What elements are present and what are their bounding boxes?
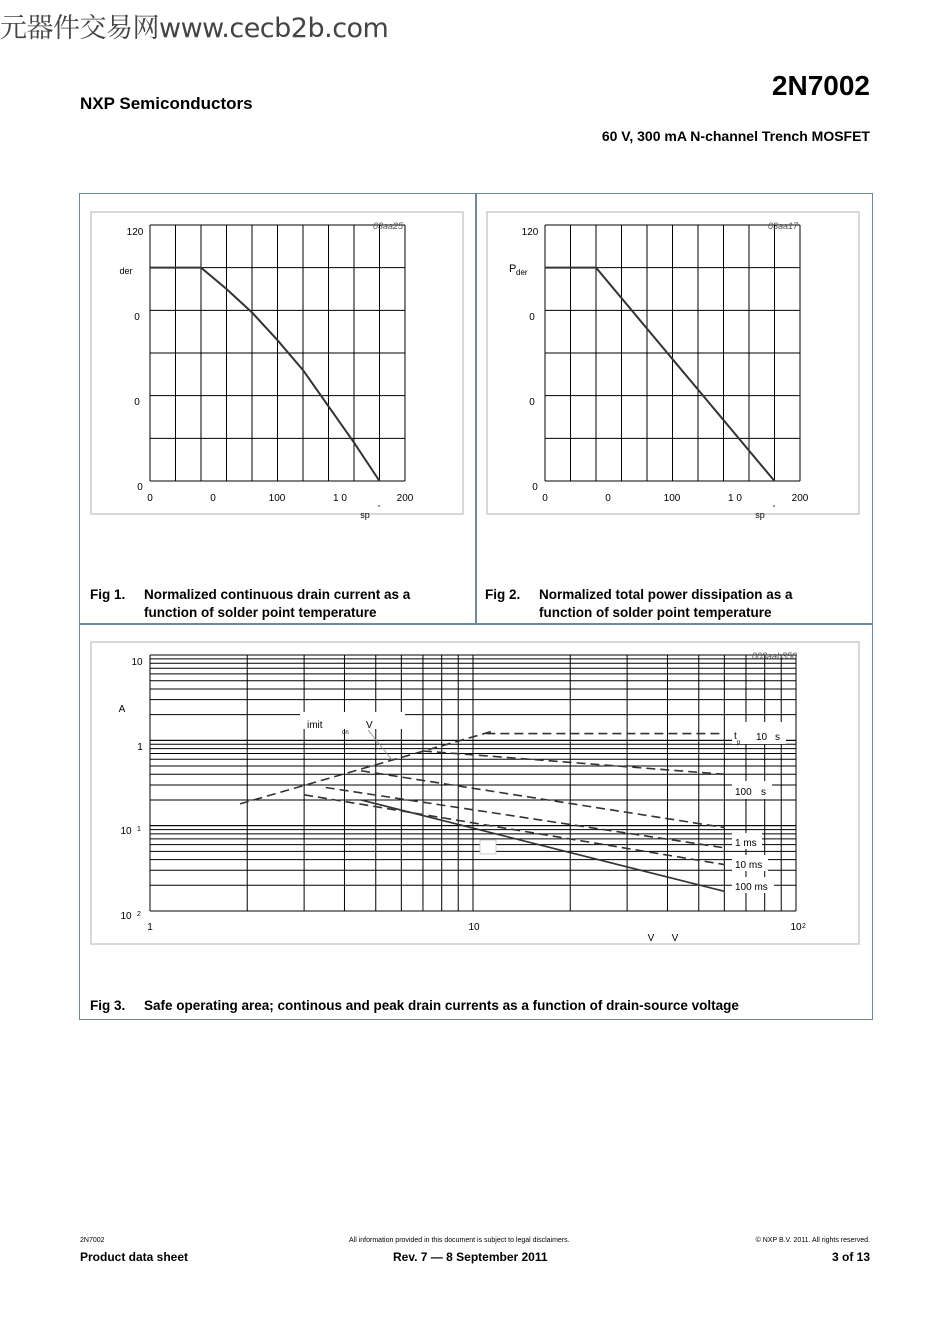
figure-2-number: Fig 2. — [485, 587, 521, 602]
chart-2-xtick: 1 0 — [728, 493, 742, 504]
chart-1-xlabel-suffix: ° — [377, 505, 381, 512]
tp-label-p: p — [737, 740, 741, 746]
chart-1-xtick: 100 — [268, 493, 286, 504]
figure-3-caption-line1: Safe operating area; continous and peak drain currents as a function of drain-source voltage — [144, 998, 739, 1013]
chart-2-ytick: 120 — [521, 227, 539, 238]
chart-2-ylabel: P — [509, 263, 517, 275]
chart-1-ytick: 0 — [134, 397, 140, 408]
chart-1-ytick: 0 — [134, 312, 140, 323]
chart-3-xtick-exp: 2 — [802, 923, 806, 930]
chart-2-ylabel-sub: der — [516, 268, 528, 277]
label-100us: 100 — [735, 787, 752, 798]
watermark: 元器件交易网www.cecb2b.com — [0, 13, 389, 44]
chart-2-xtick: 100 — [663, 493, 681, 504]
chart-1-xtick: 1 0 — [333, 493, 347, 504]
chart-3-ytick: 10 — [120, 826, 132, 837]
chart-3-code: 003aab350 — [752, 651, 798, 661]
chart-3-marker-box — [480, 840, 496, 854]
chart-2-code: 03aa17 — [768, 221, 799, 231]
chart-3-ytick: 10 — [131, 657, 143, 668]
chart-2-xlabel-suffix: ° — [772, 505, 776, 512]
figure-1-caption-line2: function of solder point temperature — [144, 605, 377, 620]
chart-3-xlabel-v: V — [671, 933, 679, 944]
chart-1-xtick: 0 — [210, 493, 216, 504]
chart-2-ytick: 0 — [529, 397, 535, 408]
figure-3-number: Fig 3. — [90, 998, 126, 1013]
chart-3-xlabel-v: V — [647, 933, 655, 944]
chart-3-ytick: 10 — [120, 911, 132, 922]
company-name: NXP Semiconductors — [80, 94, 253, 113]
tp-label-value: 10 — [756, 732, 768, 743]
label-100ms: 100 ms — [735, 882, 768, 893]
chart-3-ytick-exp: 2 — [137, 911, 141, 918]
label-100us-unit: s — [761, 787, 766, 798]
tp-label-unit: s — [775, 732, 780, 743]
chart-1-xtick: 0 — [147, 493, 153, 504]
chart-1-ylabel: der — [119, 266, 133, 276]
limit-label-sub: on — [342, 730, 349, 736]
part-number: 2N7002 — [771, 70, 870, 101]
chart-2-xtick: 0 — [605, 493, 611, 504]
chart-3-xtick: 10 — [790, 922, 802, 933]
chart-1-xtick: 200 — [396, 493, 414, 504]
footer-doc-id: 2N7002 — [80, 1237, 105, 1244]
figure-3-caption — [90, 997, 860, 1015]
chart-2-xtick: 200 — [791, 493, 809, 504]
limit-label: imit — [307, 720, 323, 731]
chart-3-grid — [150, 655, 796, 911]
chart-1-ytick: 0 — [137, 482, 143, 493]
document-subtitle: 60 V, 300 mA N-channel Trench MOSFET — [601, 128, 870, 144]
chart-2-xlabel: sp — [755, 510, 765, 520]
chart-3-xtick: 10 — [468, 922, 480, 933]
figure-2-caption — [485, 586, 865, 622]
limit-label-v: V — [366, 720, 373, 731]
footer-disclaimer: All information provided in this document is subject to legal disclaimers. — [349, 1237, 570, 1244]
chart-1-xlabel: sp — [360, 510, 370, 520]
chart-1-code: 03aa25 — [373, 221, 404, 231]
figure-2-caption-line1: Normalized total power dissipation as a — [539, 587, 793, 602]
figure-2-caption-line2: function of solder point temperature — [539, 605, 772, 620]
chart-3-xtick: 1 — [147, 922, 153, 933]
label-1ms: 1 ms — [735, 838, 757, 849]
chart-3-ytick: 1 — [137, 742, 143, 753]
footer-copyright: © NXP B.V. 2011. All rights reserved. — [755, 1237, 870, 1244]
chart-2-ytick: 0 — [532, 482, 538, 493]
chart-3-ytick-exp: 1 — [137, 826, 141, 833]
chart-3-ylabel: A — [118, 704, 126, 715]
figure-1-caption-line1: Normalized continuous drain current as a — [144, 587, 411, 602]
chart-2-xtick: 0 — [542, 493, 548, 504]
figure-1-number: Fig 1. — [90, 587, 126, 602]
footer-doc-type: Product data sheet — [80, 1250, 189, 1264]
chart-1-ytick: 120 — [126, 227, 144, 238]
figure-1-caption — [90, 586, 470, 622]
footer-page: 3 of 13 — [831, 1250, 870, 1264]
tp-label-t: t — [734, 731, 737, 742]
footer-revision: Rev. 7 — 8 September 2011 — [393, 1250, 548, 1264]
chart-2-ytick: 0 — [529, 312, 535, 323]
label-10ms: 10 ms — [735, 860, 763, 871]
